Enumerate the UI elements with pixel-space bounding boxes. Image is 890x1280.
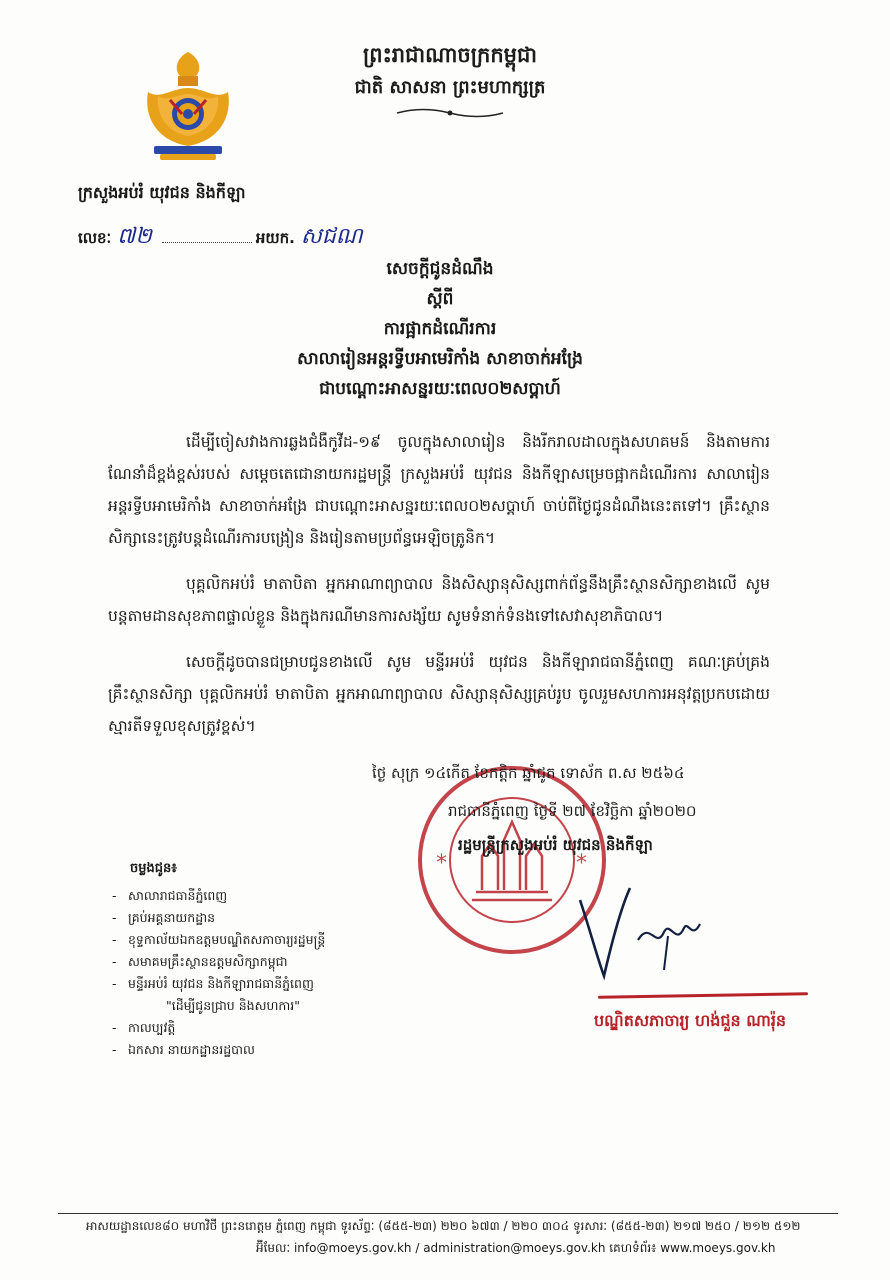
- body-paragraph-3: សេចក្ដីដូចបានជម្រាបជូនខាងលើ សូម មន្ទីរអប់រំ យុវជន និងកីឡារាជធានីភ្នំពេញ គណៈគ្រប់គ្រងគ្រឹះស្ថានសិក្សា បុគ្គលិកអប់រំ មាតាបិតា អ្នកអាណាព្យាបាល សិស្សានុសិស្សគ្រប់រូប ចូលរួមសហការអនុវត្តប្រកបដោយស្មារតីទទួលខុសត្រូវខ្ពស់។: [108, 653, 770, 735]
- recipient-note: "ដើម្បីជូនជ្រាប និងសហការ": [166, 998, 301, 1013]
- body-paragraph-1: ដើម្បីចៀសវាងការឆ្លងជំងឺកូវីដ-១៩ ចូលក្នុងសាលារៀន និងរីករាលដាលក្នុងសហគមន៍ និងតាមការណែនាំដ៏ខ្ពង់ខ្ពស់របស់ សម្ដេចតេជោនាយករដ្ឋមន្ត្រី ក្រសួងអប់រំ យុវជន និងកីឡាសម្រេចផ្អាកដំណើរការ សាលារៀនអន្តរទ្វីបអាមេរិកាំង សាខាចាក់អង្រែ ជាបណ្ដោះអាសន្នរយៈពេល០២សប្ដាហ៍ ចាប់ពីថ្ងៃជូនដំណឹងនេះតទៅ។ គ្រឹះស្ថានសិក្សានេះត្រូវបន្តដំណើរការបង្រៀន និងរៀនតាមប្រព័ន្ធអេឡិចត្រូនិក។: [108, 433, 770, 547]
- recipient-item: - មន្ទីរអប់រំ យុវជន និងកីឡារាជធានីភ្នំពេញ: [108, 973, 325, 995]
- footer-contact: អ៊ីមែលៈ info@moeys.gov.kh / administration@moeys.gov.kh គេហទំព័រ៖ www.moeys.gov.kh: [256, 1241, 776, 1255]
- svg-text:*: *: [436, 851, 447, 876]
- recipient-item: - ឯកសារ នាយកដ្ឋានរដ្ឋបាល: [108, 1039, 325, 1061]
- notice-body: [108, 426, 770, 756]
- signer-name: បណ្ឌិតសភាចារ្យ ហង់ជួន ណារ៉ុន: [594, 1011, 787, 1030]
- body-paragraph-2: បុគ្គលិកអប់រំ មាតាបិតា អ្នកអាណាព្យាបាល និងសិស្សានុសិស្សពាក់ព័ន្ធនឹងគ្រឹះស្ថានសិក្សាខាងលើ សូមបន្តតាមដានសុខភាពផ្ទាល់ខ្លួន និងក្នុងករណីមានការសង្ស័យ សូមទំនាក់ទំនងទៅសេវាសុខាភិបាល។: [108, 575, 770, 625]
- recipient-item: - គ្រប់អគ្គនាយកដ្ឋាន: [108, 907, 325, 929]
- ornament-divider: [395, 106, 505, 120]
- solar-date: រាជធានីភ្នំពេញ ថ្ងៃទី ២៧ ខែវិច្ឆិកា ឆ្នាំ២០២០: [448, 802, 697, 820]
- recipient-item: - សាលារាជធានីភ្នំពេញ: [108, 885, 325, 907]
- ref-suffix-label: អយក.: [255, 229, 295, 247]
- reference-number-line: [78, 222, 369, 254]
- kingdom-heading: [330, 38, 570, 124]
- ministry-emblem-logo: [140, 48, 236, 166]
- lunar-date: ថ្ងៃ សុក្រ ១៤កើត ខែកត្តិក ឆ្នាំជូត ទោស័ក ព.ស ២៥៦៤: [372, 764, 685, 782]
- notice-title: [190, 254, 690, 404]
- footer-divider: [58, 1213, 838, 1214]
- title-line-2: ស្ដីពី: [426, 289, 454, 309]
- national-motto: ជាតិ សាសនា ព្រះមហាក្សត្រ: [354, 77, 546, 98]
- ref-suffix: សជណ: [300, 224, 363, 249]
- svg-text:*: *: [576, 851, 587, 876]
- ref-label: លេខៈ: [78, 229, 112, 247]
- title-line-4: សាលារៀនអន្តរទ្វីបអាមេរិកាំង សាខាចាក់អង្រែ: [297, 349, 583, 369]
- copy-recipients: [108, 860, 325, 1061]
- recipient-item: - កាលប្បវត្តិ: [108, 1017, 325, 1039]
- recipients-list: [108, 885, 325, 1061]
- kingdom-name: ព្រះរាជាណាចក្រកម្ពុជា: [362, 43, 537, 67]
- handwritten-signature: [560, 880, 710, 990]
- signer-title: រដ្ឋមន្ត្រីក្រសួងអប់រំ យុវជន និងកីឡា: [458, 836, 653, 854]
- title-line-1: សេចក្ដីជូនដំណឹង: [386, 259, 494, 279]
- title-line-5: ជាបណ្ដោះអាសន្នរយៈពេល០២សប្ដាហ៍: [319, 379, 561, 399]
- title-line-3: ការផ្អាកដំណើរការ: [383, 319, 497, 339]
- signature-underline: [598, 992, 808, 999]
- ref-dotted-line: [162, 238, 252, 243]
- recipients-heading: ចម្លងជូន៖: [130, 861, 177, 876]
- footer-address: អាសយដ្ឋានលេខ៨០ មហាវិថី ព្រះនរោត្តម ភ្នំពេញ កម្ពុជា ទូរស័ព្ទៈ (៨៥៥-២៣) ២២០ ៦៧៣ / ២២០ ៣០៤ ទូរសារៈ (៨៥៥-២៣) ២១៧ ២៥០ / ២១២ ៥១២: [86, 1219, 801, 1233]
- ref-number: ៧២: [117, 224, 152, 249]
- ministry-name: ក្រសួងអប់រំ យុវជន និងកីឡា: [78, 183, 246, 202]
- recipient-item: - សមាគមគ្រឹះស្ថានឧត្តមសិក្សាកម្ពុជា: [108, 951, 325, 973]
- recipient-item: - ខុទ្ទកាល័យឯកឧត្តមបណ្ឌិតសភាចារ្យរដ្ឋមន្ត្រី: [108, 929, 325, 951]
